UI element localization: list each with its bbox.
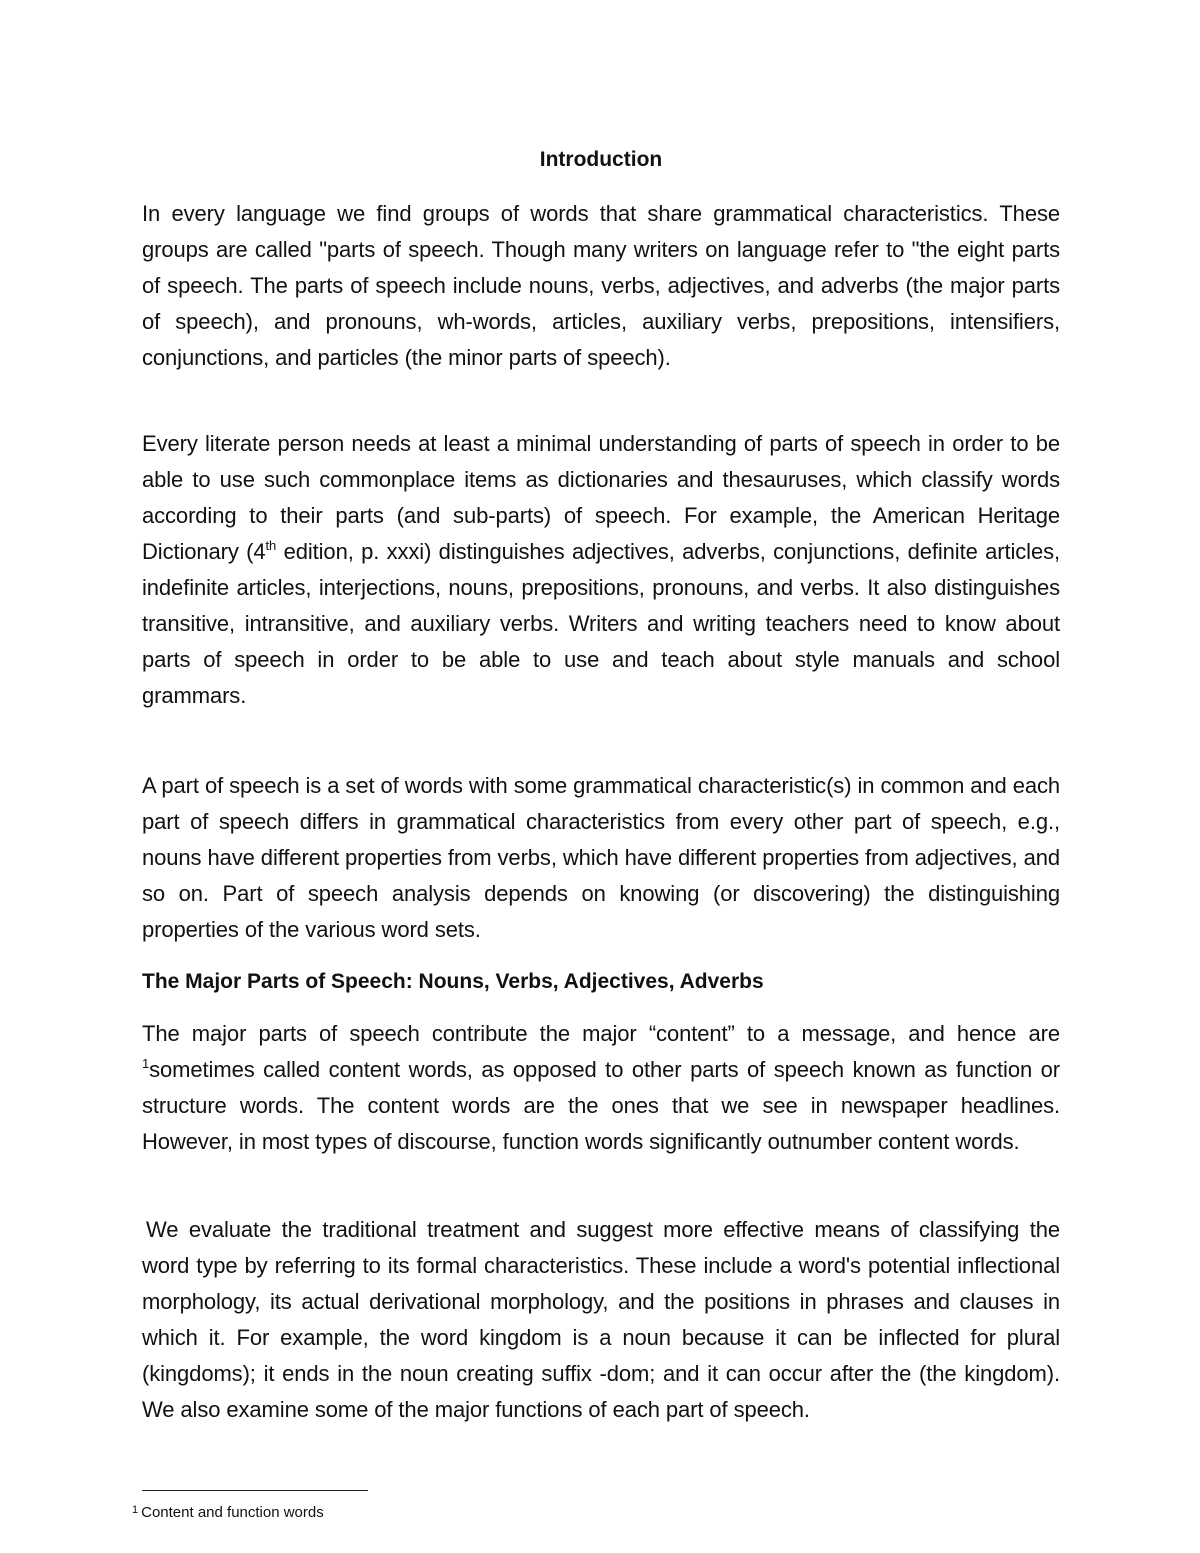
paragraph-text: edition, p. xxxi) distinguishes adjectives, adverbs, conjunctions, definite articles, indefinite articles, interjections, nouns, prepositions, pronouns, and verbs. It also distinguishes transitive, intransitive, and auxiliary verbs. Writers and writing teachers need to know about parts of speech in order to be able to use and teach about style manuals and school grammars. <box>142 539 1060 708</box>
paragraph-text: Every literate person needs at least a minimal understanding of parts of speech in order to be able to use such commonplace items as dictionaries and thesauruses, which classify words according to their parts (and sub-parts) of speech. For example, the American Heritage Dictionary (4 <box>142 431 1060 564</box>
section-heading: The Major Parts of Speech: Nouns, Verbs, Adjectives, Adverbs <box>142 970 764 993</box>
paragraph-part-of-speech-definition: A part of speech is a set of words with some grammatical characteristic(s) in common and each part of speech differs in grammatical characteristics from every other part of speech, e.g., nouns have different properties from verbs, which have different properties from adjectives, and so on. Part of speech analysis depends on knowing (or discovering) the distinguishing properties of the various word sets. <box>142 773 1060 942</box>
superscript-ordinal: th <box>265 538 277 553</box>
footnote-reference[interactable]: 1 <box>142 1056 150 1071</box>
paragraph-literate-person <box>142 426 1060 714</box>
footnote-text: Content and function words <box>141 1504 324 1521</box>
paragraph-intro: In every language we find groups of words that share grammatical characteristics. These groups are called "parts of speech. Though many writers on language refer to "the eight parts of speech. The parts of speech include nouns, verbs, adjectives, and adverbs (the major parts of speech), and pronouns, wh-words, articles, auxiliary verbs, prepositions, intensifiers, conjunctions, and particles (the minor parts of speech). <box>142 201 1060 370</box>
paragraph-major-parts <box>142 1016 1060 1160</box>
footnote <box>132 1502 324 1524</box>
paragraph-text: The major parts of speech contribute the major “content” to a message, and hence are <box>142 1021 1060 1046</box>
paragraph-text: sometimes called content words, as opposed to other parts of speech known as function or structure words. The content words are the ones that we see in newspaper headlines. However, in most types of discourse, function words significantly outnumber content words. <box>142 1057 1060 1154</box>
page-title: Introduction <box>539 148 663 171</box>
footnote-divider <box>142 1490 368 1491</box>
paragraph-evaluation: We evaluate the traditional treatment and suggest more effective means of classifying the word type by referring to its formal characteristics. These include a word's potential inflectional morphology, its actual derivational morphology, and the positions in phrases and clauses in which it. For example, the word kingdom is a noun because it can be inflected for plural (kingdoms); it ends in the noun creating suffix -dom; and it can occur after the (the kingdom). We also examine some of the major functions of each part of speech. <box>142 1217 1060 1422</box>
footnote-mark: 1 <box>132 1504 139 1516</box>
